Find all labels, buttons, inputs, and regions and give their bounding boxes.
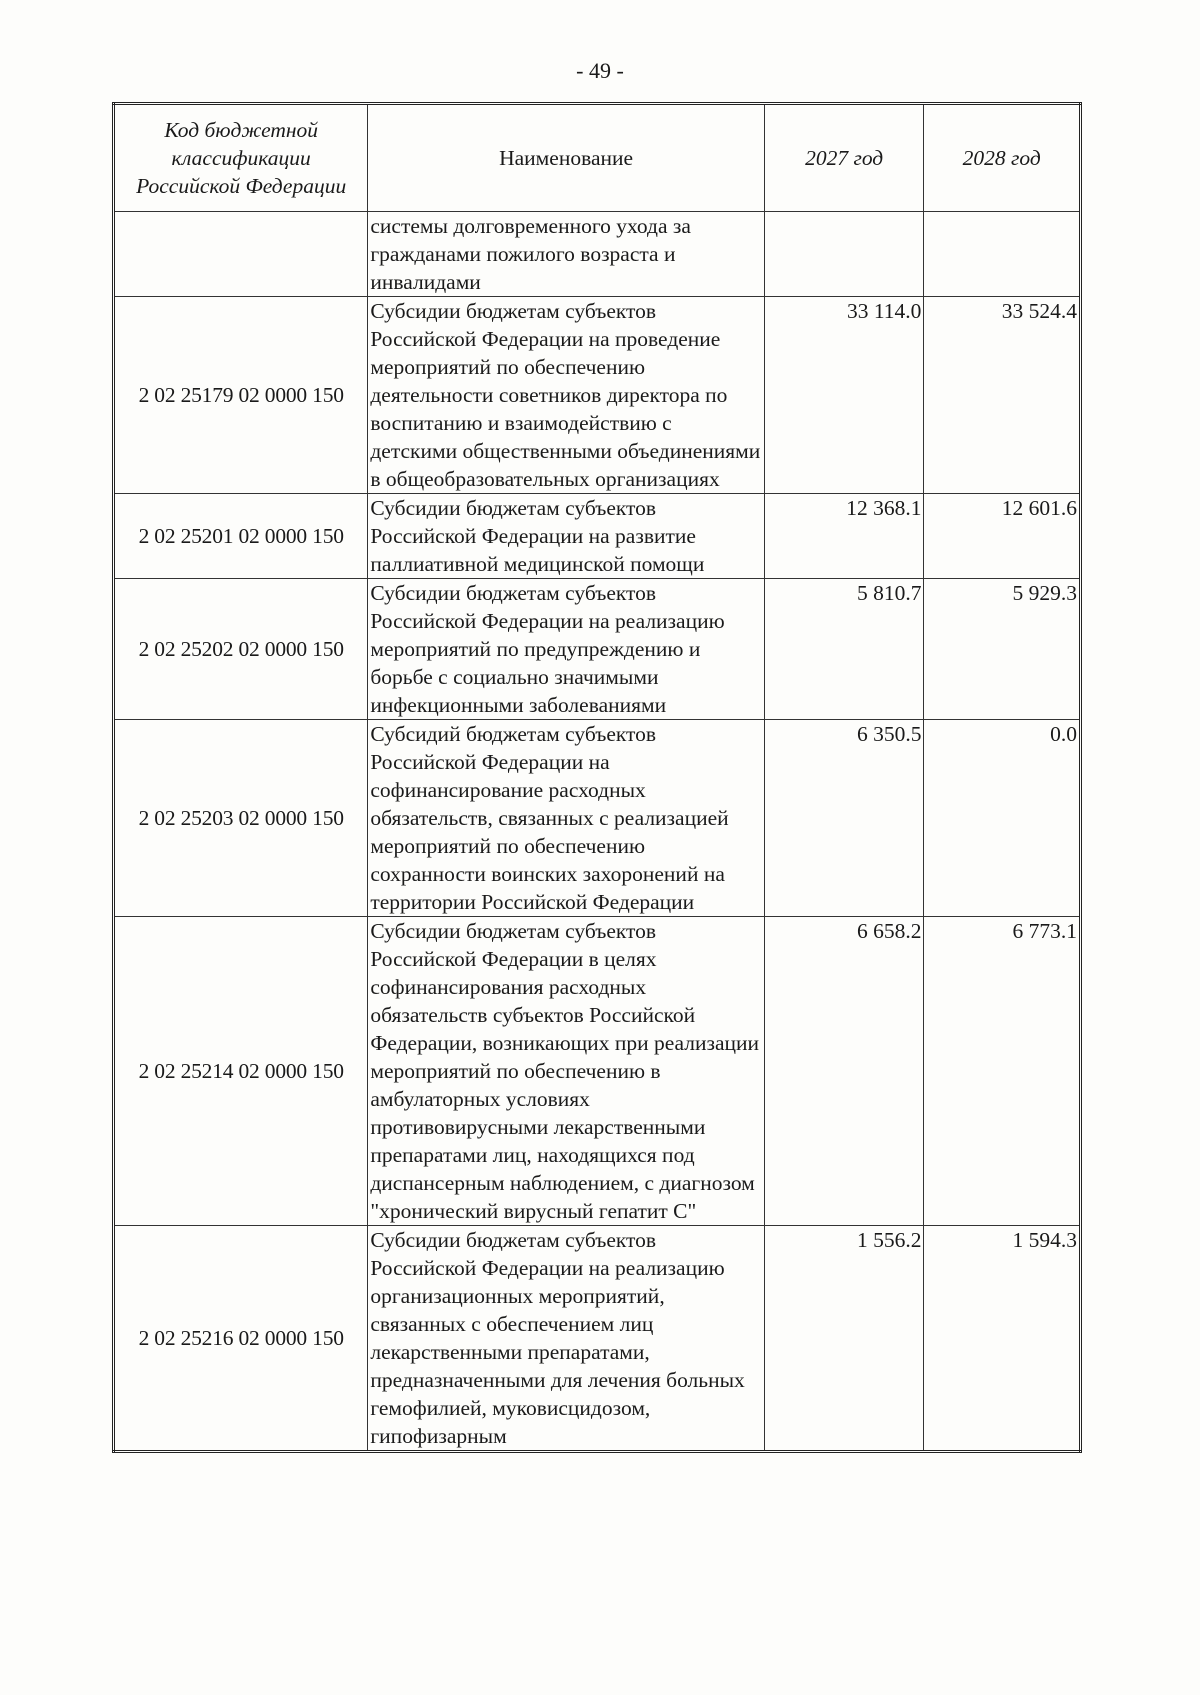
table-row [114, 579, 1081, 720]
row-value-2027: 33 114.0 [764, 297, 924, 494]
row-value-2027: 1 556.2 [764, 1226, 924, 1452]
row-code: 2 02 25203 02 0000 150 [114, 720, 368, 917]
row-value-2027: 6 350.5 [764, 720, 924, 917]
row-code: 2 02 25202 02 0000 150 [114, 579, 368, 720]
page-number: - 49 - [576, 58, 624, 83]
row-value-2028: 0.0 [924, 720, 1081, 917]
table-header-row [114, 104, 1081, 212]
header-year-2028: 2028 год [924, 104, 1081, 212]
header-code: Код бюджетной классификации Российской Федерации [114, 104, 368, 212]
header-name: Наименование [368, 104, 764, 212]
budget-table [112, 102, 1082, 1453]
row-name: Субсидии бюджетам субъектов Российской Федерации на развитие паллиативной медицинской помощи [368, 494, 764, 579]
row-code [114, 212, 368, 297]
table-row [114, 494, 1081, 579]
header-year-2027: 2027 год [764, 104, 924, 212]
row-value-2028: 5 929.3 [924, 579, 1081, 720]
table-row [114, 1226, 1081, 1452]
row-code: 2 02 25179 02 0000 150 [114, 297, 368, 494]
row-value-2027: 6 658.2 [764, 917, 924, 1226]
row-code: 2 02 25214 02 0000 150 [114, 917, 368, 1226]
table-row [114, 212, 1081, 297]
row-value-2027 [764, 212, 924, 297]
row-value-2028: 6 773.1 [924, 917, 1081, 1226]
row-name: Субсидии бюджетам субъектов Российской Федерации в целях софинансирования расходных обязательств субъектов Российской Федерации, возникающих при реализации мероприятий по обеспечению в амбулаторных условиях противовирусными лекарственными препаратами лиц, находящихся под диспансерным наблюдением, с диагнозом "хронический вирусный гепатит С" [368, 917, 764, 1226]
row-code: 2 02 25216 02 0000 150 [114, 1226, 368, 1452]
row-value-2028: 12 601.6 [924, 494, 1081, 579]
table-row [114, 917, 1081, 1226]
table-row [114, 297, 1081, 494]
row-name: Субсидии бюджетам субъектов Российской Федерации на проведение мероприятий по обеспечению деятельности советников директора по воспитанию и взаимодействию с детскими общественными объединениями в общеобразовательных организациях [368, 297, 764, 494]
table-row [114, 720, 1081, 917]
row-value-2028: 33 524.4 [924, 297, 1081, 494]
row-name: Субсидий бюджетам субъектов Российской Федерации на софинансирование расходных обязательств, связанных с реализацией мероприятий по обеспечению сохранности воинских захоронений на территории Российской Федерации [368, 720, 764, 917]
row-value-2028: 1 594.3 [924, 1226, 1081, 1452]
row-name: системы долговременного ухода за гражданами пожилого возраста и инвалидами [368, 212, 764, 297]
row-value-2028 [924, 212, 1081, 297]
row-name: Субсидии бюджетам субъектов Российской Федерации на реализацию организационных мероприятий, связанных с обеспечением лиц лекарственными препаратами, предназначенными для лечения больных гемофилией, муковисцидозом, гипофизарным [368, 1226, 764, 1452]
row-name: Субсидии бюджетам субъектов Российской Федерации на реализацию мероприятий по предупреждению и борьбе с социально значимыми инфекционными заболеваниями [368, 579, 764, 720]
row-value-2027: 5 810.7 [764, 579, 924, 720]
row-value-2027: 12 368.1 [764, 494, 924, 579]
row-code: 2 02 25201 02 0000 150 [114, 494, 368, 579]
